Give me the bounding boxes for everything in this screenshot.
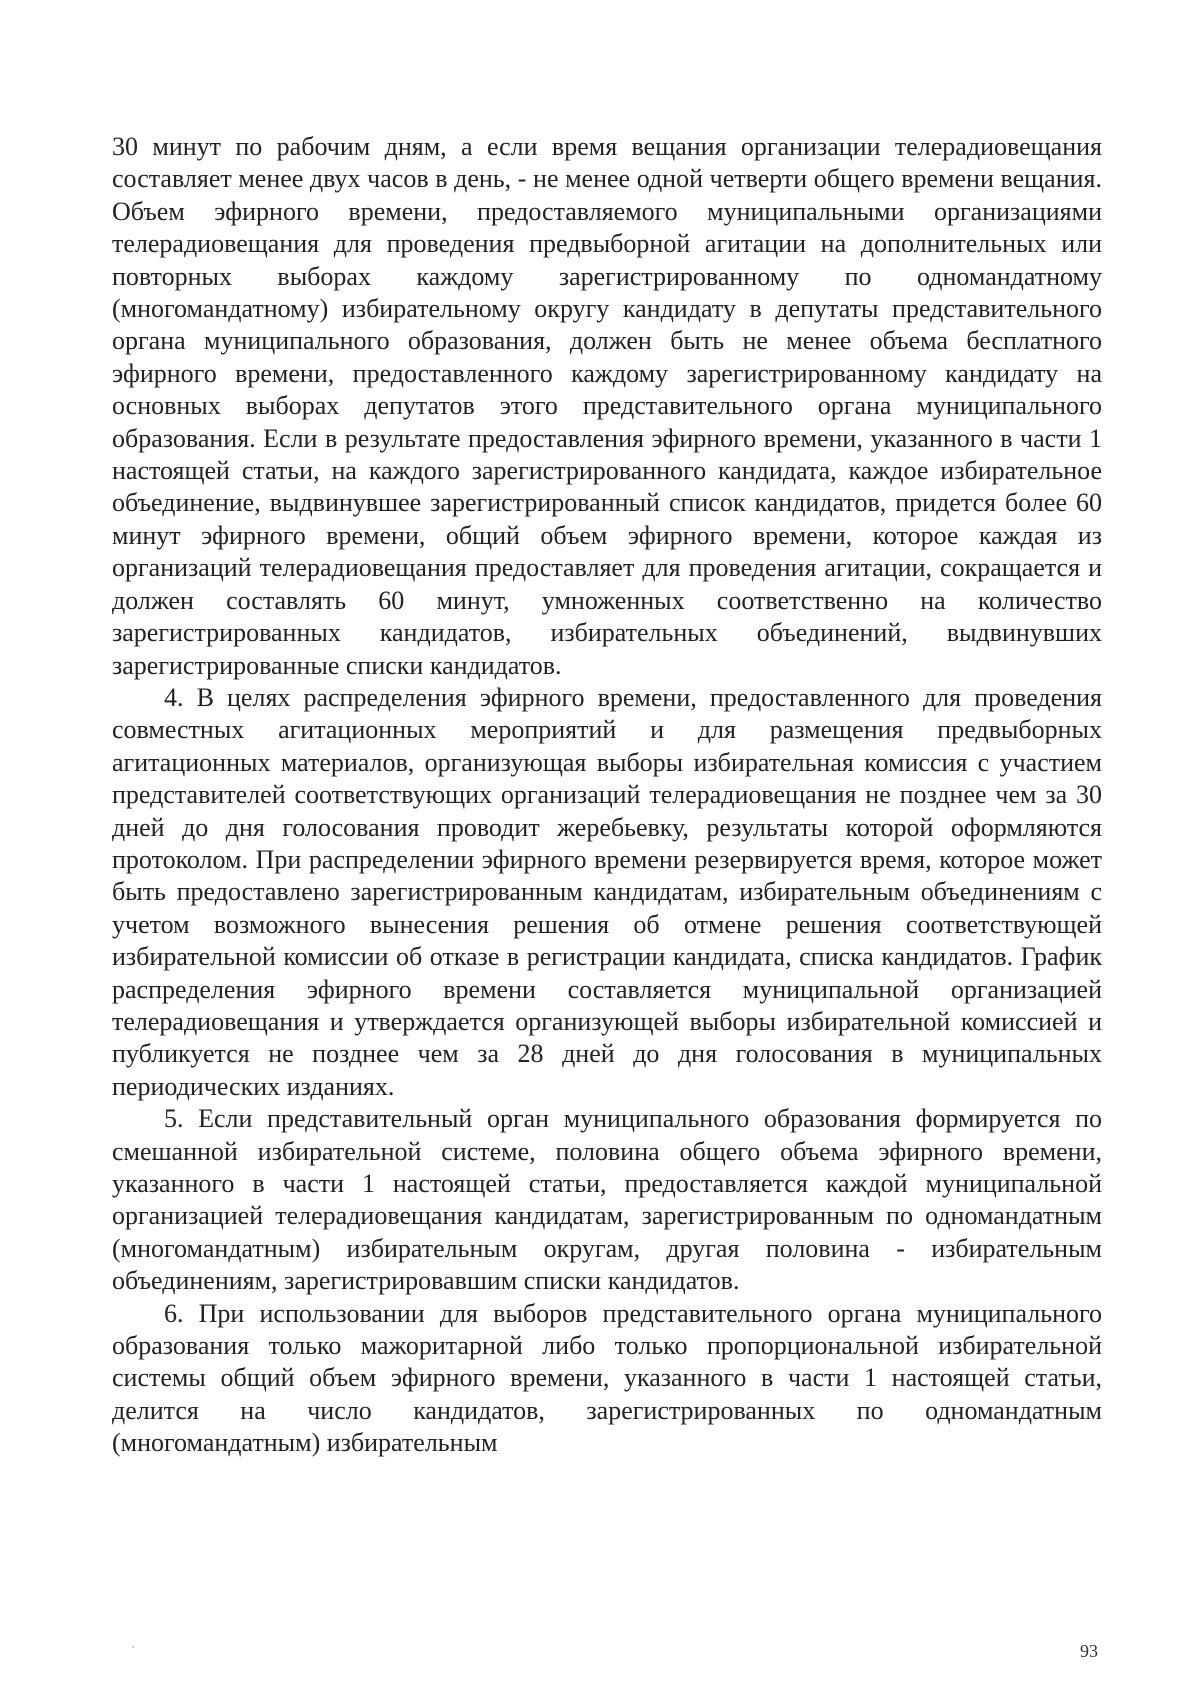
paragraph-continuation: 30 минут по рабочим дням, а если время вещания организации телерадиовещания составляет менее двух часов в день, - не менее одной четверти общего времени вещания. Объем эфирного времени, предоставляемого муниципальными организациями телерадиовещания для проведения предвыборной агитации на дополнительных или повторных выборах каждому зарегистрированному по одномандатному (многомандатному) избирательному округу кандидату в депутаты представительного органа муниципального образования, должен быть не менее объема бесплатного эфирного времени, предоставленного каждому зарегистрированному кандидату на основных выборах депутатов этого представительного органа муниципального образования. Если в результате предоставления эфирного времени, указанного в части 1 настоящей статьи, на каждого зарегистрированного кандидата, каждое избирательное объединение, выдвинувшее зарегистрированный список кандидатов, придется более 60 минут эфирного времени, общий объем эфирного времени, которое каждая из организаций телерадиовещания предоставляет для проведения агитации, сокращается и должен составлять 60 минут, умноженных соответственно на количество зарегистрированных кандидатов, избирательных объединений, выдвинувших зарегистрированные списки кандидатов.: [112, 132, 1102, 680]
paragraph-5: 5. Если представительный орган муниципального образования формируется по смешанной избирательной системе, половина общего объема эфирного времени, указанного в части 1 настоящей статьи, предоставляется каждой муниципальной организацией телерадиовещания кандидатам, зарегистрированным по одномандатным (многомандатным) избирательным округам, другая половина - избирательным объединениям, зарегистрировавшим списки кандидатов.: [112, 1104, 1102, 1296]
document-body: [112, 131, 1102, 1460]
page-number: 93: [1080, 1641, 1098, 1661]
paragraph-6: 6. При использовании для выборов представительного органа муниципального образования только мажоритарной либо только пропорциональной избирательной системы общий объем эфирного времени, указанного в части 1 настоящей статьи, делится на число кандидатов, зарегистрированных по одномандатным (многомандатным) избирательным: [112, 1298, 1102, 1458]
scan-speck: [132, 1646, 134, 1648]
paragraph-4: 4. В целях распределения эфирного времени, предоставленного для проведения совместных агитационных мероприятий и для размещения предвыборных агитационных материалов, организующая выборы избирательная комиссия с участием представителей соответствующих организаций телерадиовещания не позднее чем за 30 дней до дня голосования проводит жеребьевку, результаты которой оформляются протоколом. При распределении эфирного времени резервируется время, которое может быть предоставлено зарегистрированным кандидатам, избирательным объединениям с учетом возможного вынесения решения об отмене решения соответствующей избирательной комиссии об отказе в регистрации кандидата, списка кандидатов. График распределения эфирного времени составляется муниципальной организацией телерадиовещания и утверждается организующей выборы избирательной комиссией и публикуется не позднее чем за 28 дней до дня голосования в муниципальных периодических изданиях.: [112, 682, 1102, 1101]
